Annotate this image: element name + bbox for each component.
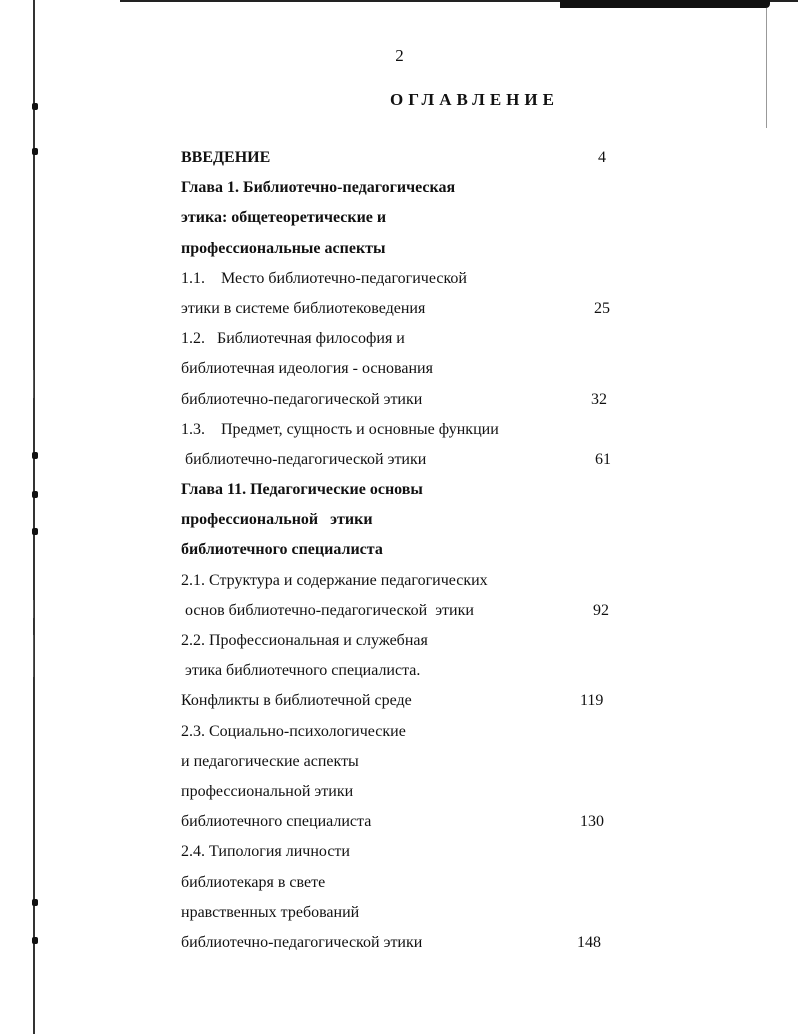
toc-entry: [181, 269, 641, 299]
toc-entry: [181, 661, 641, 691]
toc-entry: [181, 571, 641, 601]
toc-entry-page: 61: [595, 450, 611, 468]
toc-entry-text: библиотечная идеология - основания: [181, 360, 433, 378]
toc-entry-text: Глава 1. Библиотечно-педагогическая: [181, 179, 456, 197]
toc-entry-page: 92: [593, 601, 609, 619]
toc-entry-text: библиотечного специалиста: [181, 813, 372, 831]
toc-entry: [181, 782, 641, 812]
toc-entry-text: 2.1. Структура и содержание педагогических: [181, 571, 488, 589]
toc-entry: [181, 873, 641, 903]
scan-shadow-top-right: [560, 0, 770, 8]
scan-speck: [32, 148, 38, 155]
toc-entry-text: 2.2. Профессиональная и служебная: [181, 632, 428, 649]
toc-entry: [181, 480, 641, 510]
toc-entry: [181, 208, 641, 238]
scan-speck: [32, 528, 38, 535]
toc-entry: [181, 359, 641, 389]
toc-entry: [181, 842, 641, 872]
toc-entry-page: 4: [598, 149, 606, 166]
table-of-contents: [181, 148, 641, 963]
toc-entry: [181, 299, 641, 329]
toc-entry-text: профессиональной этики: [181, 782, 354, 800]
toc-entry-text: нравственных требований: [181, 903, 360, 921]
page-number: 2: [395, 46, 404, 65]
toc-entry-page: 130: [580, 813, 604, 831]
toc-entry-text: этика библиотечного специалиста.: [181, 662, 421, 680]
toc-entry: [181, 933, 641, 963]
toc-entry: [181, 510, 641, 540]
toc-entry: [181, 812, 641, 842]
toc-entry-text: профессиональные аспекты: [181, 239, 386, 257]
toc-entry: [181, 722, 641, 752]
toc-entry-text: Глава 11. Педагогические основы: [181, 481, 423, 499]
toc-entry-text: библиотечно-педагогической этики: [181, 933, 423, 951]
toc-entry-page: 148: [577, 933, 601, 951]
toc-entry: [181, 631, 641, 661]
toc-entry: [181, 752, 641, 782]
toc-entry-text: 1.3. Предмет, сущность и основные функции: [181, 420, 499, 438]
toc-entry-text: ВВЕДЕНИЕ: [181, 149, 271, 166]
scan-speck: [32, 491, 38, 498]
toc-entry-text: основ библиотечно-педагогической этики: [181, 601, 474, 619]
toc-entry: [181, 329, 641, 359]
toc-entry: [181, 178, 641, 208]
toc-entry: [181, 601, 641, 631]
toc-entry-text: профессиональной этики: [181, 511, 373, 529]
toc-entry: [181, 148, 641, 178]
toc-entry-text: 2.4. Типология личности: [181, 843, 350, 861]
scan-mark: [33, 600, 34, 618]
toc-entry-page: 25: [594, 299, 610, 317]
scan-border-left: [33, 0, 35, 1034]
toc-entry: [181, 420, 641, 450]
toc-entry-text: 1.1. Место библиотечно-педагогической: [181, 269, 467, 287]
toc-entry-text: этики в системе библиотековедения: [181, 299, 426, 317]
toc-entry-text: 2.3. Социально-психологические: [181, 722, 406, 740]
toc-entry-text: библиотечного специалиста: [181, 541, 383, 559]
toc-entry-text: библиотечно-педагогической этики: [181, 390, 423, 408]
toc-entry: [181, 450, 641, 480]
toc-entry-text: 1.2. Библиотечная философия и: [181, 330, 405, 348]
scan-mark: [33, 635, 34, 677]
scan-mark: [33, 370, 34, 398]
toc-entry: [181, 691, 641, 721]
toc-entry: [181, 390, 641, 420]
scan-speck: [32, 899, 38, 906]
toc-entry-page: 32: [591, 390, 607, 408]
scan-speck: [32, 937, 38, 944]
toc-entry: [181, 903, 641, 933]
toc-entry-text: библиотечно-педагогической этики: [181, 450, 427, 468]
toc-entry-text: библиотекаря в свете: [181, 873, 326, 891]
toc-entry-page: 119: [580, 692, 604, 710]
toc-entry-text: этика: общетеоретические и: [181, 209, 387, 227]
scan-border-right: [766, 8, 767, 128]
toc-entry-text: Конфликты в библиотечной среде: [181, 692, 412, 710]
scan-speck: [32, 452, 38, 459]
toc-entry: [181, 540, 641, 570]
toc-entry: [181, 239, 641, 269]
toc-entry-text: и педагогические аспекты: [181, 752, 359, 770]
toc-title: ОГЛАВЛЕНИЕ: [390, 90, 559, 109]
